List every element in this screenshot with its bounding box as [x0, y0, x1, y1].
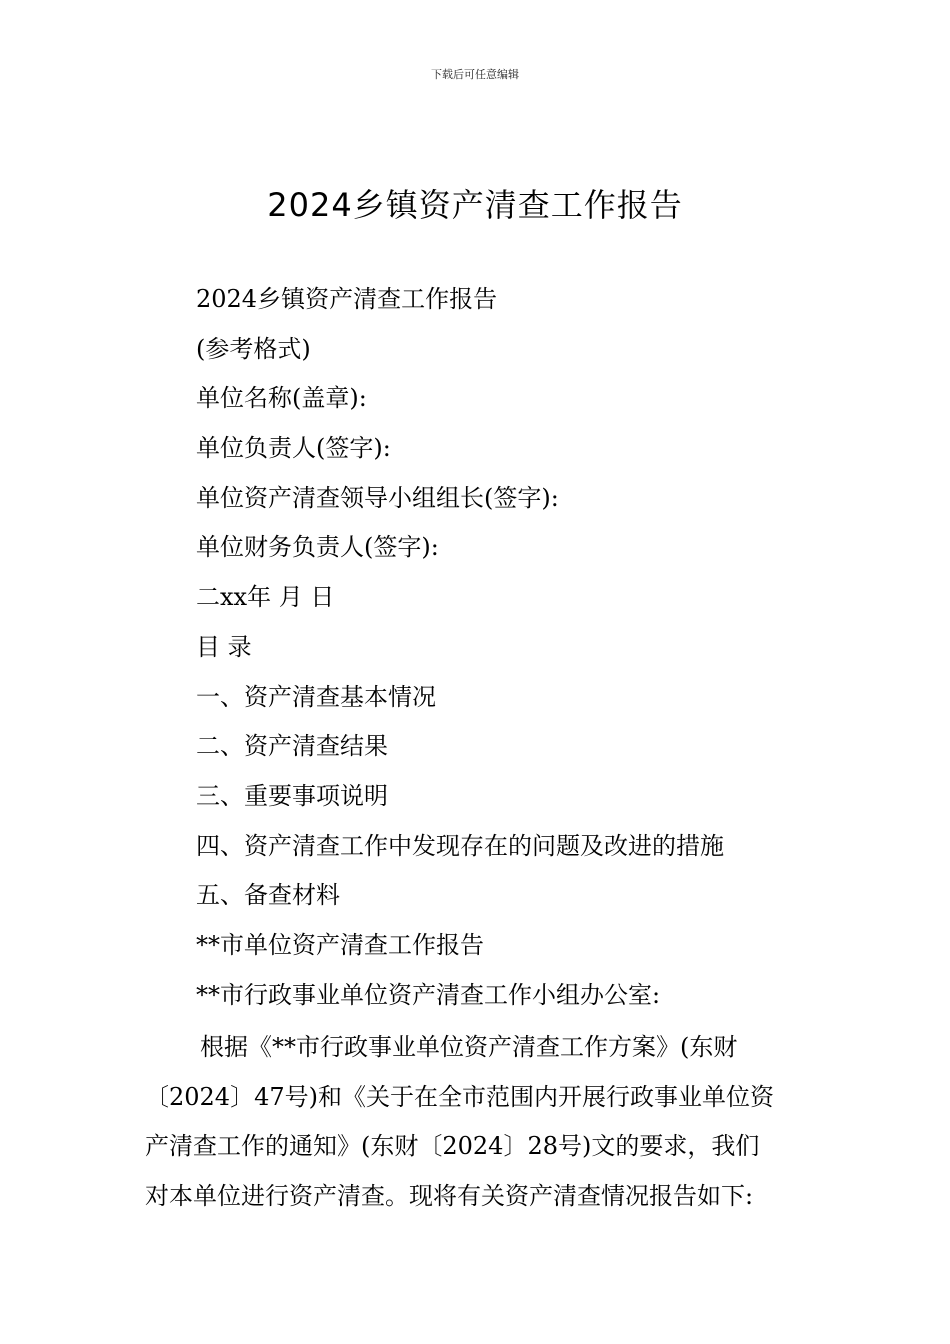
document-lines — [196, 282, 836, 1027]
addressee: **市行政事业单位资产清查工作小组办公室: — [196, 980, 661, 1009]
group-leader-field: 单位资产清查领导小组组长(签字): — [196, 483, 559, 512]
paragraph-line: 对本单位进行资产清查。现将有关资产清查情况报告如下: — [145, 1181, 754, 1210]
body-paragraph — [145, 1030, 809, 1228]
toc-item: 三、重要事项说明 — [196, 781, 388, 810]
paragraph-line: 〔2024〕47号)和《关于在全市范围内开展行政事业单位资 — [145, 1082, 774, 1111]
report-heading: **市单位资产清查工作报告 — [196, 930, 484, 959]
toc-item: 四、资产清查工作中发现存在的问题及改进的措施 — [196, 831, 724, 860]
finance-head-field: 单位财务负责人(签字): — [196, 533, 439, 562]
unit-name-field: 单位名称(盖章): — [196, 384, 367, 413]
header-note: 下载后可任意编辑 — [431, 68, 519, 81]
document-title: 2024乡镇资产清查工作报告 — [267, 186, 683, 224]
toc-item: 五、备查材料 — [196, 881, 340, 910]
toc-item: 二、资产清查结果 — [196, 732, 388, 761]
unit-head-field: 单位负责人(签字): — [196, 434, 391, 463]
report-subtitle: 2024乡镇资产清查工作报告 — [196, 285, 498, 313]
toc-heading: 目 录 — [196, 632, 252, 661]
paragraph-line: 根据《**市行政事业单位资产清查工作方案》(东财 — [200, 1033, 738, 1061]
date-field: 二xx年 月 日 — [196, 583, 335, 612]
format-note: (参考格式) — [196, 334, 311, 363]
paragraph-line: 产清查工作的通知》(东财〔2024〕28号)文的要求，我们 — [145, 1132, 760, 1160]
toc-item: 一、资产清查基本情况 — [196, 682, 436, 711]
